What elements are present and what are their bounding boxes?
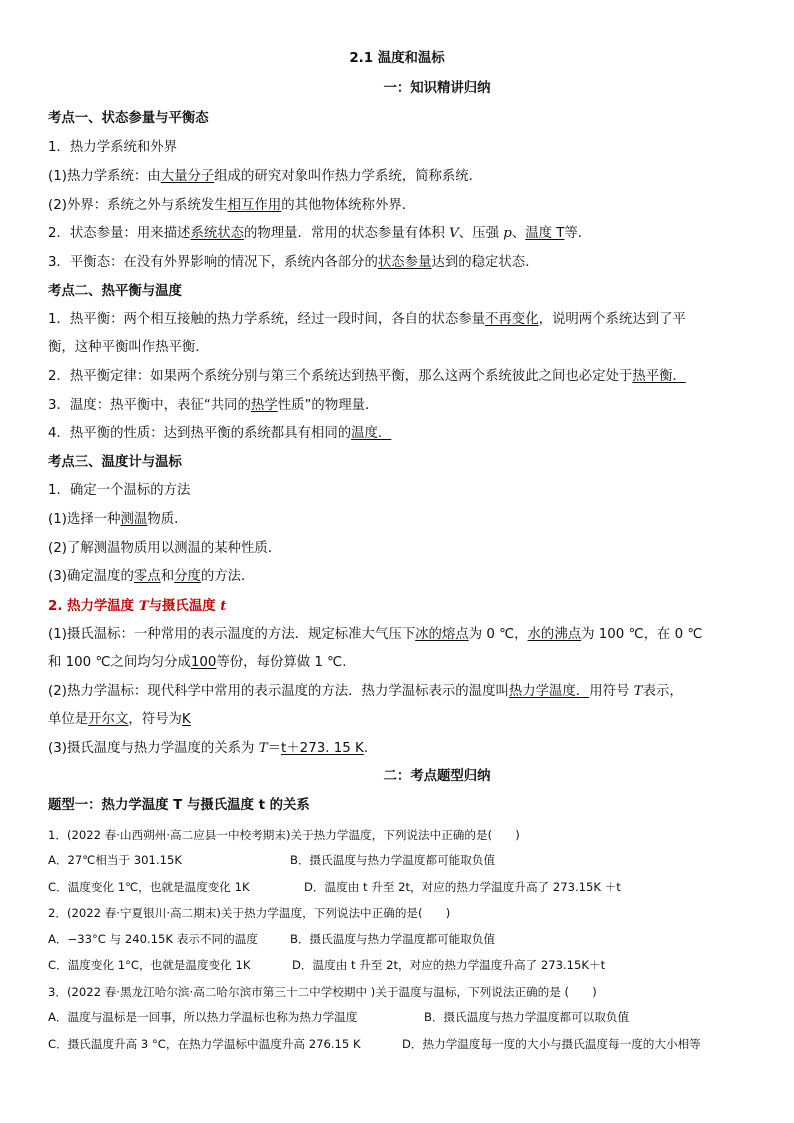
kp3-line-9: (3)摄氏温度与热力学温度的关系为 T＝t＋273. 15 K. [48,741,369,756]
kp3-line-3: (2)了解测温物质用以测温的某种性质． [48,541,282,556]
kp3-red-subheading: 2. 热力学温度 T与摄氏温度 t [48,598,227,614]
kp3-line-1: 1．确定一个温标的方法 [48,483,191,498]
question-3-option-d: D．热力学温度每一度的大小与摄氏温度每一度的大小相等 [402,1037,701,1051]
kp1-line-2: (1)热力学系统：由大量分子组成的研究对象叫作热力学系统，简称系统． [48,169,483,184]
kp2-line-2: 衡，这种平衡叫作热平衡． [48,340,209,355]
kp3-line-8: 单位是开尔文，符号为K [48,712,191,727]
question-3-option-a: A．温度与温标是一回事，所以热力学温标也称为热力学温度 [48,1010,358,1024]
kp3-line-5: (1)摄氏温标：一种常用的表示温度的方法．规定标准大气压下冰的熔点为 0 ℃，水的沸点为 100 ℃，在 0 ℃ [48,627,703,642]
kp2-line-1: 1．热平衡：两个相互接触的热力学系统，经过一段时间，各自的状态参量不再变化，说明两个系统达到了平 [48,312,686,327]
section-heading-question-types: 二：考点题型归纳 [383,769,491,784]
kp1-line-3: (2)外界：系统之外与系统发生相互作用的其他物体统称外界． [48,198,416,213]
question-2-option-c: C．温度变化 1°C，也就是温度变化 1K [48,958,251,972]
kp2-line-5: 4．热平衡的性质：达到热平衡的系统都具有相同的温度． [48,426,392,441]
question-3-stem: 3．(2022 春·黑龙江哈尔滨·高二哈尔滨市第三十二中学校期中 )关于温度与温标，下列说法正确的是 ( ) [48,985,597,999]
kp3-line-2: (1)选择一种测温物质． [48,512,188,527]
kp2-heading: 考点二、热平衡与温度 [48,284,182,299]
type1-heading: 题型一：热力学温度 T 与摄氏温度 t 的关系 [48,798,310,813]
kp2-line-4: 3．温度：热平衡中，表征“共同的热学性质”的物理量． [48,398,379,413]
question-1-option-a: A．27℃相当于 301.15K [48,853,182,867]
question-2-stem: 2．(2022 春·宁夏银川·高二期末)关于热力学温度，下列说法中正确的是( ) [48,906,451,920]
question-1-stem: 1．(2022 春·山西朔州·高二应县一中校考期末)关于热力学温度，下列说法中正确的是( ) [48,828,520,842]
kp3-line-6: 和 100 ℃之间均匀分成100等份，每份算做 1 ℃. [48,655,347,670]
kp1-line-1: 1．热力学系统和外界 [48,140,178,155]
kp1-line-4: 2．状态参量：用来描述系统状态的物理量．常用的状态参量有体积 V、压强 p、温度 T等． [48,226,592,241]
kp1-line-5: 3．平衡态：在没有外界影响的情况下，系统内各部分的状态参量达到的稳定状态． [48,255,539,270]
question-1-option-c: C．温度变化 1℃，也就是温度变化 1K [48,880,250,894]
section-heading-knowledge: 一：知识精讲归纳 [383,81,491,96]
question-2-option-d: D．温度由 t 升至 2t，对应的热力学温度升高了 273.15K＋t [292,958,606,972]
kp3-line-4: (3)确定温度的零点和分度的方法． [48,569,255,584]
page-title: 2.1 温度和温标 [349,51,445,66]
question-2-option-b: B．摄氏温度与热力学温度都可能取负值 [290,932,496,946]
question-3-option-c: C．摄氏温度升高 3 °C，在热力学温标中温度升高 276.15 K [48,1037,361,1051]
kp3-line-7: (2)热力学温标：现代科学中常用的表示温度的方法．热力学温标表示的温度叫热力学温度．用符号 T表示， [48,684,683,699]
question-3-option-b: B．摄氏温度与热力学温度都可以取负值 [424,1010,630,1024]
kp1-heading: 考点一、状态参量与平衡态 [48,111,209,126]
kp3-heading: 考点三、温度计与温标 [48,455,182,470]
kp2-line-3: 2．热平衡定律：如果两个系统分别与第三个系统达到热平衡，那么这两个系统彼此之间也必定处于热平衡． [48,369,686,384]
question-1-option-b: B．摄氏温度与热力学温度都可能取负值 [290,853,496,867]
question-2-option-a: A．−33°C 与 240.15K 表示不同的温度 [48,932,258,946]
question-1-option-d: D．温度由 t 升至 2t，对应的热力学温度升高了 273.15K ＋t [304,880,621,894]
